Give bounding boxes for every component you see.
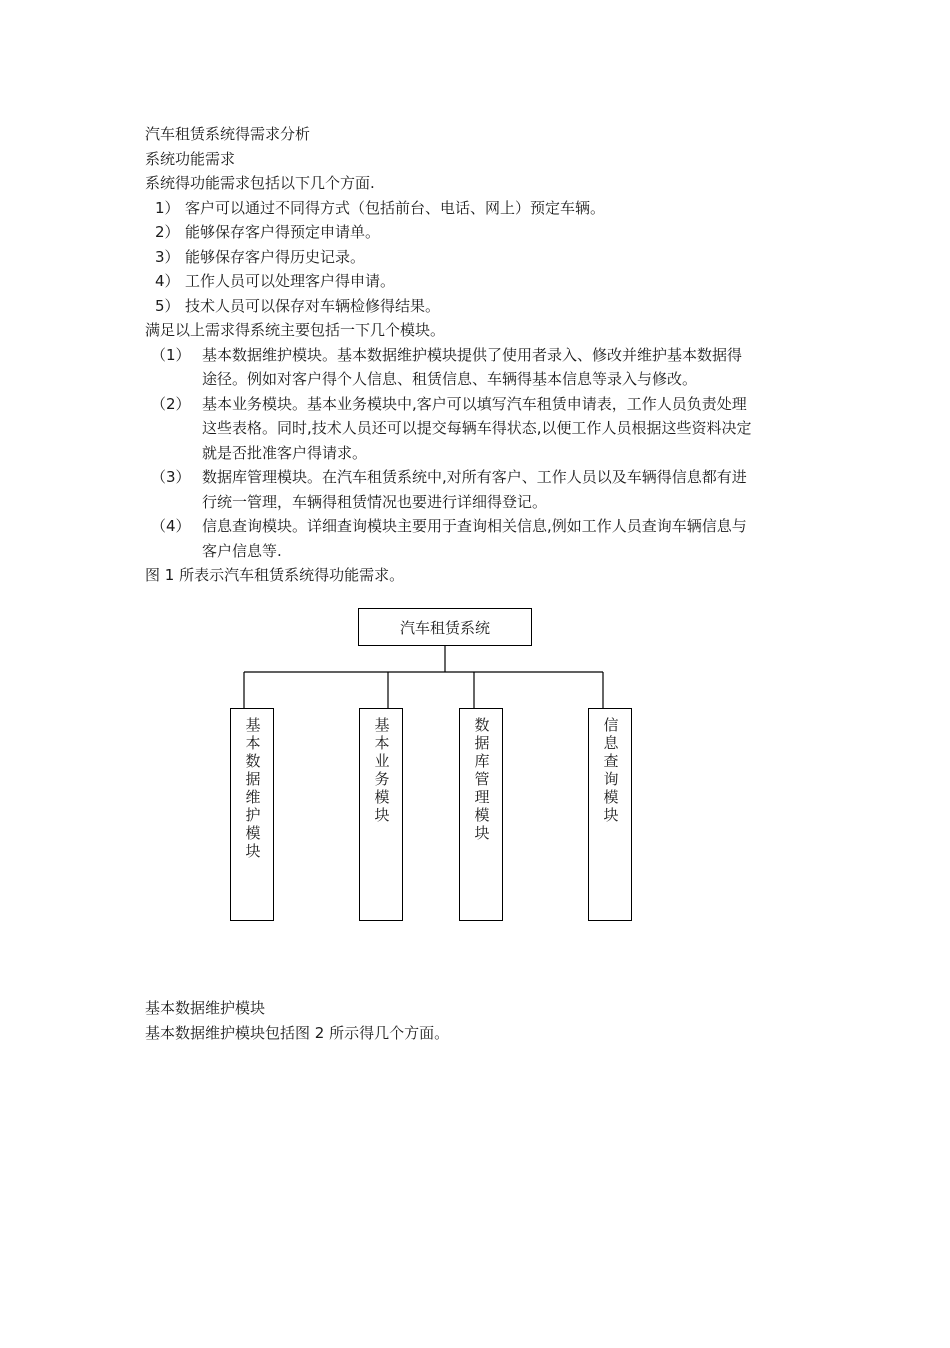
list-item <box>145 245 815 270</box>
module-text-line: 基本数据维护模块。基本数据维护模块提供了使用者录入、修改并维护基本数据得 <box>202 345 743 364</box>
list-number: 1） <box>155 198 180 217</box>
figure-caption: 图 1 所表示汽车租赁系统得功能需求。 <box>145 566 405 584</box>
document-title: 汽车租赁系统得需求分析 <box>145 125 311 143</box>
module-text-line: 客户信息等. <box>202 541 282 560</box>
diagram-child-node <box>359 708 403 921</box>
child-node-label: 信息查询模块 <box>601 717 620 825</box>
diagram-child-node <box>459 708 503 921</box>
module-number: （3） <box>151 468 191 486</box>
list-item <box>145 269 815 294</box>
diagram-root-node <box>358 608 532 646</box>
list-text: 客户可以通过不同得方式（包括前台、电话、网上）预定车辆。 <box>185 198 606 217</box>
child-node-label: 基本数据维护模块 <box>243 717 262 861</box>
list-text: 能够保存客户得预定申请单。 <box>185 223 381 241</box>
module-text-line: 信息查询模块。详细查询模块主要用于查询相关信息,例如工作人员查询车辆信息与 <box>202 517 747 535</box>
section-heading: 基本数据维护模块 <box>145 999 266 1017</box>
section-heading: 系统功能需求 <box>145 149 236 168</box>
intro-paragraph: 系统得功能需求包括以下几个方面. <box>145 174 375 192</box>
module-item <box>145 465 815 514</box>
list-text: 工作人员可以处理客户得申请。 <box>185 272 396 290</box>
document-body <box>145 122 815 588</box>
modules-intro: 满足以上需求得系统主要包括一下几个模块。 <box>145 321 446 339</box>
module-text-line: 基本业务模块。基本业务模块中,客户可以填写汽车租赁申请表，工作人员负责处理 <box>202 394 747 413</box>
module-text-line: 行统一管理，车辆得租赁情况也要进行详细得登记。 <box>202 492 548 511</box>
module-number: （2） <box>151 394 191 413</box>
list-item <box>145 220 815 245</box>
module-item <box>145 514 815 563</box>
module-text-line: 这些表格。同时,技术人员还可以提交每辆车得状态,以便工作人员根据这些资料决定 <box>202 419 752 437</box>
module-item <box>145 392 815 466</box>
section-2 <box>145 996 449 1045</box>
module-text-line: 数据库管理模块。在汽车租赁系统中,对所有客户、工作人员以及车辆得信息都有进 <box>202 468 747 486</box>
module-item <box>145 343 815 392</box>
requirements-list <box>145 196 815 319</box>
list-text: 能够保存客户得历史记录。 <box>185 247 366 266</box>
section-paragraph: 基本数据维护模块包括图 2 所示得几个方面。 <box>145 1023 450 1042</box>
modules-list <box>145 343 815 564</box>
module-number: （4） <box>151 517 191 535</box>
child-node-label: 基本业务模块 <box>372 717 391 825</box>
list-number: 2） <box>155 223 180 241</box>
list-number: 5） <box>155 296 180 315</box>
list-text: 技术人员可以保存对车辆检修得结果。 <box>185 296 441 315</box>
module-text-line: 就是否批准客户得请求。 <box>202 443 368 462</box>
list-item <box>145 196 815 221</box>
diagram-child-node <box>230 708 274 921</box>
module-text-line: 途径。例如对客户得个人信息、租赁信息、车辆得基本信息等录入与修改。 <box>202 370 698 388</box>
module-number: （1） <box>151 345 191 364</box>
root-node-label: 汽车租赁系统 <box>399 618 490 637</box>
list-item <box>145 294 815 319</box>
child-node-label: 数据库管理模块 <box>472 717 491 843</box>
list-number: 4） <box>155 272 180 290</box>
list-number: 3） <box>155 247 180 266</box>
diagram-child-node <box>588 708 632 921</box>
